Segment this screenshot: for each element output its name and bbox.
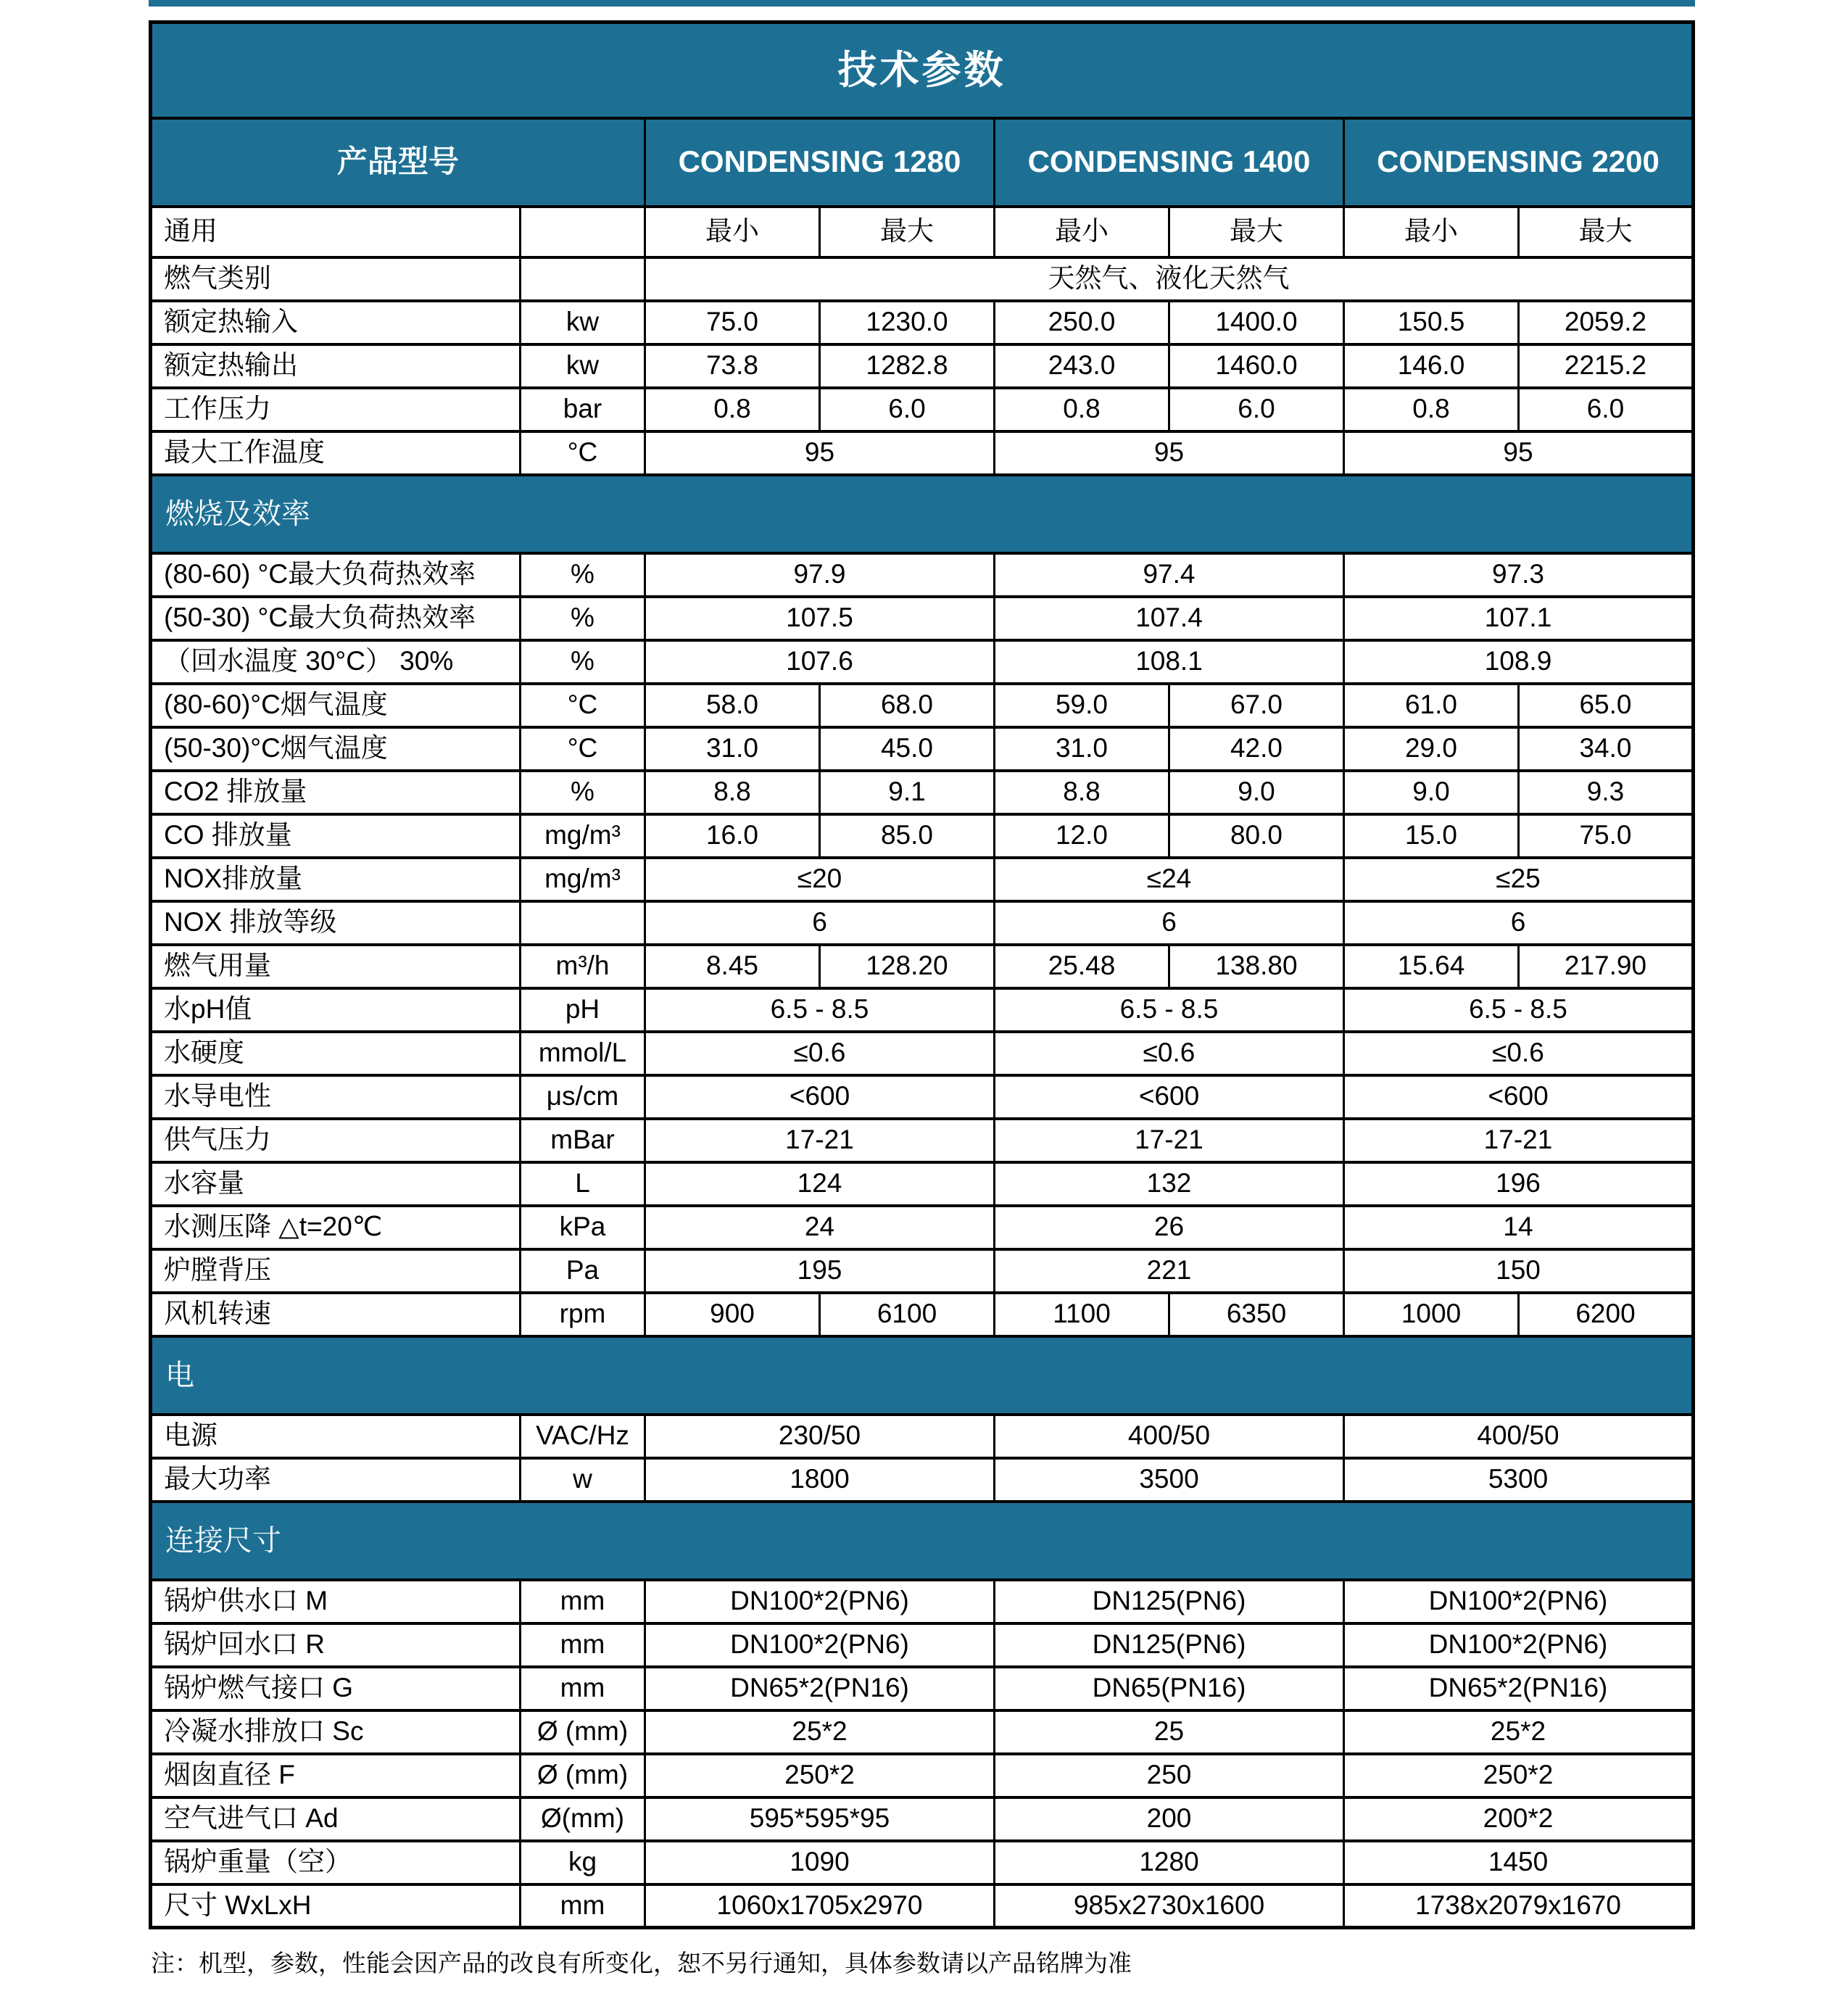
param-value: 108.1 bbox=[995, 640, 1344, 684]
table-row bbox=[151, 1710, 1694, 1754]
param-unit: Ø(mm) bbox=[521, 1797, 645, 1841]
param-value: 6.5 - 8.5 bbox=[645, 988, 995, 1032]
section-header: 电 bbox=[151, 1336, 1694, 1415]
param-value: 5300 bbox=[1344, 1458, 1694, 1502]
param-value: 0.8 bbox=[995, 388, 1169, 431]
param-value: 107.5 bbox=[645, 597, 995, 640]
minmax-label: 最大 bbox=[820, 207, 995, 257]
param-unit: L bbox=[521, 1162, 645, 1206]
param-label: (50-30) °C最大负荷热效率 bbox=[151, 597, 521, 640]
param-value: 26 bbox=[995, 1206, 1344, 1249]
param-label: 锅炉回水口 R bbox=[151, 1623, 521, 1667]
param-value: 6100 bbox=[820, 1293, 995, 1336]
param-unit: kPa bbox=[521, 1206, 645, 1249]
param-unit: mmol/L bbox=[521, 1032, 645, 1075]
param-unit: bar bbox=[521, 388, 645, 431]
param-value: 250*2 bbox=[1344, 1754, 1694, 1797]
param-value: 107.6 bbox=[645, 640, 995, 684]
minmax-label: 最小 bbox=[995, 207, 1169, 257]
param-label: 燃气类别 bbox=[151, 257, 521, 301]
param-value: 67.0 bbox=[1169, 684, 1344, 727]
minmax-label: 最大 bbox=[1169, 207, 1344, 257]
param-value: 400/50 bbox=[1344, 1415, 1694, 1458]
param-label: CO 排放量 bbox=[151, 814, 521, 858]
param-value: ≤0.6 bbox=[645, 1032, 995, 1075]
param-unit: °C bbox=[521, 431, 645, 475]
param-label: 炉膛背压 bbox=[151, 1249, 521, 1293]
param-unit: rpm bbox=[521, 1293, 645, 1336]
table-row bbox=[151, 771, 1694, 814]
param-value: 1230.0 bbox=[820, 301, 995, 344]
param-value: 9.3 bbox=[1519, 771, 1694, 814]
param-unit: mm bbox=[521, 1623, 645, 1667]
section-header: 燃烧及效率 bbox=[151, 475, 1694, 553]
param-value: 250*2 bbox=[645, 1754, 995, 1797]
table-row bbox=[151, 475, 1694, 553]
param-value: 108.9 bbox=[1344, 640, 1694, 684]
param-value: 95 bbox=[995, 431, 1344, 475]
param-label: 冷凝水排放口 Sc bbox=[151, 1710, 521, 1754]
param-unit bbox=[521, 207, 645, 257]
table-row bbox=[151, 1797, 1694, 1841]
param-value: 107.1 bbox=[1344, 597, 1694, 640]
param-value: 1100 bbox=[995, 1293, 1169, 1336]
param-value: 250.0 bbox=[995, 301, 1169, 344]
param-value: 25.48 bbox=[995, 945, 1169, 988]
page-top-accent-bar bbox=[149, 0, 1695, 7]
param-label: 锅炉燃气接口 G bbox=[151, 1667, 521, 1710]
param-value: 25*2 bbox=[645, 1710, 995, 1754]
minmax-label: 最小 bbox=[1344, 207, 1519, 257]
param-value: 124 bbox=[645, 1162, 995, 1206]
param-label: 烟囱直径 F bbox=[151, 1754, 521, 1797]
table-row bbox=[151, 1032, 1694, 1075]
param-value: 97.9 bbox=[645, 553, 995, 597]
param-value: 217.90 bbox=[1519, 945, 1694, 988]
param-value: 6.0 bbox=[1169, 388, 1344, 431]
param-value: 42.0 bbox=[1169, 727, 1344, 771]
param-unit: mm bbox=[521, 1580, 645, 1623]
param-unit: pH bbox=[521, 988, 645, 1032]
param-label: 空气进气口 Ad bbox=[151, 1797, 521, 1841]
param-value: 1800 bbox=[645, 1458, 995, 1502]
param-value: <600 bbox=[995, 1075, 1344, 1119]
param-value: DN100*2(PN6) bbox=[1344, 1580, 1694, 1623]
param-label: 尺寸 WxLxH bbox=[151, 1884, 521, 1928]
param-unit: mm bbox=[521, 1884, 645, 1928]
param-value: ≤0.6 bbox=[1344, 1032, 1694, 1075]
table-row bbox=[151, 640, 1694, 684]
param-value: 250 bbox=[995, 1754, 1344, 1797]
param-label: 水容量 bbox=[151, 1162, 521, 1206]
param-value: 150 bbox=[1344, 1249, 1694, 1293]
param-value: 8.45 bbox=[645, 945, 820, 988]
param-unit: Ø (mm) bbox=[521, 1710, 645, 1754]
table-row bbox=[151, 945, 1694, 988]
table-row bbox=[151, 301, 1694, 344]
param-unit: kg bbox=[521, 1841, 645, 1884]
product-header-condensing-2200: CONDENSING 2200 bbox=[1344, 118, 1694, 207]
table-row bbox=[151, 1667, 1694, 1710]
section-header: 连接尺寸 bbox=[151, 1502, 1694, 1580]
param-value: 243.0 bbox=[995, 344, 1169, 388]
param-value: 196 bbox=[1344, 1162, 1694, 1206]
param-unit: kw bbox=[521, 301, 645, 344]
table-row bbox=[151, 1884, 1694, 1928]
param-label: 燃气用量 bbox=[151, 945, 521, 988]
param-unit: % bbox=[521, 597, 645, 640]
param-value: 6.0 bbox=[820, 388, 995, 431]
technical-parameters-table bbox=[149, 20, 1695, 1929]
param-label: 锅炉重量（空） bbox=[151, 1841, 521, 1884]
param-value: 25 bbox=[995, 1710, 1344, 1754]
param-unit bbox=[521, 257, 645, 301]
param-value: 132 bbox=[995, 1162, 1344, 1206]
param-value: 73.8 bbox=[645, 344, 820, 388]
param-unit: % bbox=[521, 640, 645, 684]
table-row bbox=[151, 858, 1694, 901]
param-value: 34.0 bbox=[1519, 727, 1694, 771]
table-row bbox=[151, 727, 1694, 771]
param-value: 59.0 bbox=[995, 684, 1169, 727]
table-row bbox=[151, 1336, 1694, 1415]
param-value: DN65*2(PN16) bbox=[645, 1667, 995, 1710]
table-row bbox=[151, 1580, 1694, 1623]
param-value: 15.64 bbox=[1344, 945, 1519, 988]
table-row bbox=[151, 344, 1694, 388]
table-row bbox=[151, 814, 1694, 858]
param-value: 6 bbox=[1344, 901, 1694, 945]
minmax-label: 最大 bbox=[1519, 207, 1694, 257]
param-value: 900 bbox=[645, 1293, 820, 1336]
param-value: 17-21 bbox=[995, 1119, 1344, 1162]
param-value: 75.0 bbox=[1519, 814, 1694, 858]
param-value: 1000 bbox=[1344, 1293, 1519, 1336]
param-unit: % bbox=[521, 553, 645, 597]
param-value: 1282.8 bbox=[820, 344, 995, 388]
param-value: 195 bbox=[645, 1249, 995, 1293]
param-value: 6.0 bbox=[1519, 388, 1694, 431]
param-value: DN125(PN6) bbox=[995, 1623, 1344, 1667]
param-label: 供气压力 bbox=[151, 1119, 521, 1162]
table-row bbox=[151, 1293, 1694, 1336]
param-unit: mg/m³ bbox=[521, 814, 645, 858]
param-label: (50-30)°C烟气温度 bbox=[151, 727, 521, 771]
param-label: 锅炉供水口 M bbox=[151, 1580, 521, 1623]
table-row bbox=[151, 1841, 1694, 1884]
param-value: 8.8 bbox=[995, 771, 1169, 814]
param-unit bbox=[521, 901, 645, 945]
param-value: 595*595*95 bbox=[645, 1797, 995, 1841]
param-value: DN65*2(PN16) bbox=[1344, 1667, 1694, 1710]
param-label: 水导电性 bbox=[151, 1075, 521, 1119]
table-row bbox=[151, 207, 1694, 257]
param-value: 400/50 bbox=[995, 1415, 1344, 1458]
param-value: 200 bbox=[995, 1797, 1344, 1841]
param-value: 65.0 bbox=[1519, 684, 1694, 727]
param-unit: mBar bbox=[521, 1119, 645, 1162]
minmax-label: 最小 bbox=[645, 207, 820, 257]
param-label: CO2 排放量 bbox=[151, 771, 521, 814]
param-value: 3500 bbox=[995, 1458, 1344, 1502]
param-value: 2059.2 bbox=[1519, 301, 1694, 344]
param-unit: mg/m³ bbox=[521, 858, 645, 901]
param-value: 138.80 bbox=[1169, 945, 1344, 988]
param-value: 12.0 bbox=[995, 814, 1169, 858]
param-value: 95 bbox=[645, 431, 995, 475]
table-row bbox=[151, 684, 1694, 727]
param-label: (80-60) °C最大负荷热效率 bbox=[151, 553, 521, 597]
param-unit: °C bbox=[521, 684, 645, 727]
table-row bbox=[151, 1458, 1694, 1502]
param-value: 15.0 bbox=[1344, 814, 1519, 858]
param-value: 85.0 bbox=[820, 814, 995, 858]
table-row bbox=[151, 257, 1694, 301]
param-label: 最大功率 bbox=[151, 1458, 521, 1502]
param-unit: °C bbox=[521, 727, 645, 771]
param-unit: Ø (mm) bbox=[521, 1754, 645, 1797]
param-unit: w bbox=[521, 1458, 645, 1502]
table-row bbox=[151, 1075, 1694, 1119]
param-value: 230/50 bbox=[645, 1415, 995, 1458]
param-value: <600 bbox=[1344, 1075, 1694, 1119]
param-value: 6 bbox=[645, 901, 995, 945]
param-label: 电源 bbox=[151, 1415, 521, 1458]
param-value: 6.5 - 8.5 bbox=[1344, 988, 1694, 1032]
param-value: 0.8 bbox=[645, 388, 820, 431]
param-value: 1460.0 bbox=[1169, 344, 1344, 388]
param-label: （回水温度 30°C） 30% bbox=[151, 640, 521, 684]
param-value: 6.5 - 8.5 bbox=[995, 988, 1344, 1032]
table-row bbox=[151, 1623, 1694, 1667]
table-row bbox=[151, 1754, 1694, 1797]
table-row bbox=[151, 901, 1694, 945]
table-row bbox=[151, 431, 1694, 475]
param-value: 1450 bbox=[1344, 1841, 1694, 1884]
param-unit: μs/cm bbox=[521, 1075, 645, 1119]
param-value: 14 bbox=[1344, 1206, 1694, 1249]
table-row bbox=[151, 1249, 1694, 1293]
param-value: DN125(PN6) bbox=[995, 1580, 1344, 1623]
param-value: 6200 bbox=[1519, 1293, 1694, 1336]
param-unit: Pa bbox=[521, 1249, 645, 1293]
param-value: DN65(PN16) bbox=[995, 1667, 1344, 1710]
product-model-header: 产品型号 bbox=[151, 118, 645, 207]
param-value: 150.5 bbox=[1344, 301, 1519, 344]
param-unit: m³/h bbox=[521, 945, 645, 988]
param-label: (80-60)°C烟气温度 bbox=[151, 684, 521, 727]
param-label: 水硬度 bbox=[151, 1032, 521, 1075]
param-value: 128.20 bbox=[820, 945, 995, 988]
param-value: 9.0 bbox=[1169, 771, 1344, 814]
param-value: DN100*2(PN6) bbox=[645, 1623, 995, 1667]
param-label: 额定热输入 bbox=[151, 301, 521, 344]
param-label: 额定热输出 bbox=[151, 344, 521, 388]
param-value: 80.0 bbox=[1169, 814, 1344, 858]
param-value: ≤0.6 bbox=[995, 1032, 1344, 1075]
param-unit: VAC/Hz bbox=[521, 1415, 645, 1458]
table-row bbox=[151, 1415, 1694, 1458]
param-value: 天然气、液化天然气 bbox=[645, 257, 1694, 301]
param-value: 97.3 bbox=[1344, 553, 1694, 597]
param-value: 25*2 bbox=[1344, 1710, 1694, 1754]
table-row bbox=[151, 1162, 1694, 1206]
param-value: 24 bbox=[645, 1206, 995, 1249]
table-row bbox=[151, 1119, 1694, 1162]
table-row bbox=[151, 988, 1694, 1032]
param-value: 16.0 bbox=[645, 814, 820, 858]
param-unit: % bbox=[521, 771, 645, 814]
param-value: 1060x1705x2970 bbox=[645, 1884, 995, 1928]
table-row bbox=[151, 1206, 1694, 1249]
param-label: 通用 bbox=[151, 207, 521, 257]
param-value: ≤25 bbox=[1344, 858, 1694, 901]
param-value: 221 bbox=[995, 1249, 1344, 1293]
param-value: 17-21 bbox=[645, 1119, 995, 1162]
param-value: 97.4 bbox=[995, 553, 1344, 597]
table-title: 技术参数 bbox=[151, 22, 1694, 118]
footnote: 注：机型，参数，性能会因产品的改良有所变化，恕不另行通知，具体参数请以产品铭牌为准 bbox=[151, 1950, 1132, 1977]
param-label: NOX排放量 bbox=[151, 858, 521, 901]
param-value: 8.8 bbox=[645, 771, 820, 814]
param-value: 75.0 bbox=[645, 301, 820, 344]
param-value: 1738x2079x1670 bbox=[1344, 1884, 1694, 1928]
param-value: 61.0 bbox=[1344, 684, 1519, 727]
param-value: 9.0 bbox=[1344, 771, 1519, 814]
table-row bbox=[151, 388, 1694, 431]
param-value: 1280 bbox=[995, 1841, 1344, 1884]
param-value: DN100*2(PN6) bbox=[1344, 1623, 1694, 1667]
param-value: 68.0 bbox=[820, 684, 995, 727]
table-row bbox=[151, 1502, 1694, 1580]
param-value: 6350 bbox=[1169, 1293, 1344, 1336]
param-value: 146.0 bbox=[1344, 344, 1519, 388]
param-label: 最大工作温度 bbox=[151, 431, 521, 475]
param-value: 1400.0 bbox=[1169, 301, 1344, 344]
param-unit: kw bbox=[521, 344, 645, 388]
param-value: 9.1 bbox=[820, 771, 995, 814]
param-value: 31.0 bbox=[645, 727, 820, 771]
param-value: ≤24 bbox=[995, 858, 1344, 901]
param-value: 2215.2 bbox=[1519, 344, 1694, 388]
param-value: 58.0 bbox=[645, 684, 820, 727]
param-value: 985x2730x1600 bbox=[995, 1884, 1344, 1928]
param-label: 风机转速 bbox=[151, 1293, 521, 1336]
param-label: 水pH值 bbox=[151, 988, 521, 1032]
param-value: 0.8 bbox=[1344, 388, 1519, 431]
param-label: NOX 排放等级 bbox=[151, 901, 521, 945]
param-value: 31.0 bbox=[995, 727, 1169, 771]
product-header-condensing-1280: CONDENSING 1280 bbox=[645, 118, 995, 207]
param-label: 工作压力 bbox=[151, 388, 521, 431]
param-unit: mm bbox=[521, 1667, 645, 1710]
param-value: 29.0 bbox=[1344, 727, 1519, 771]
param-value: 1090 bbox=[645, 1841, 995, 1884]
param-value: 95 bbox=[1344, 431, 1694, 475]
product-header-condensing-1400: CONDENSING 1400 bbox=[995, 118, 1344, 207]
param-value: 200*2 bbox=[1344, 1797, 1694, 1841]
param-value: 17-21 bbox=[1344, 1119, 1694, 1162]
param-value: 6 bbox=[995, 901, 1344, 945]
table-row bbox=[151, 553, 1694, 597]
param-label: 水测压降 △t=20℃ bbox=[151, 1206, 521, 1249]
param-value: <600 bbox=[645, 1075, 995, 1119]
param-value: DN100*2(PN6) bbox=[645, 1580, 995, 1623]
param-value: 107.4 bbox=[995, 597, 1344, 640]
table-row bbox=[151, 597, 1694, 640]
param-value: 45.0 bbox=[820, 727, 995, 771]
param-value: ≤20 bbox=[645, 858, 995, 901]
